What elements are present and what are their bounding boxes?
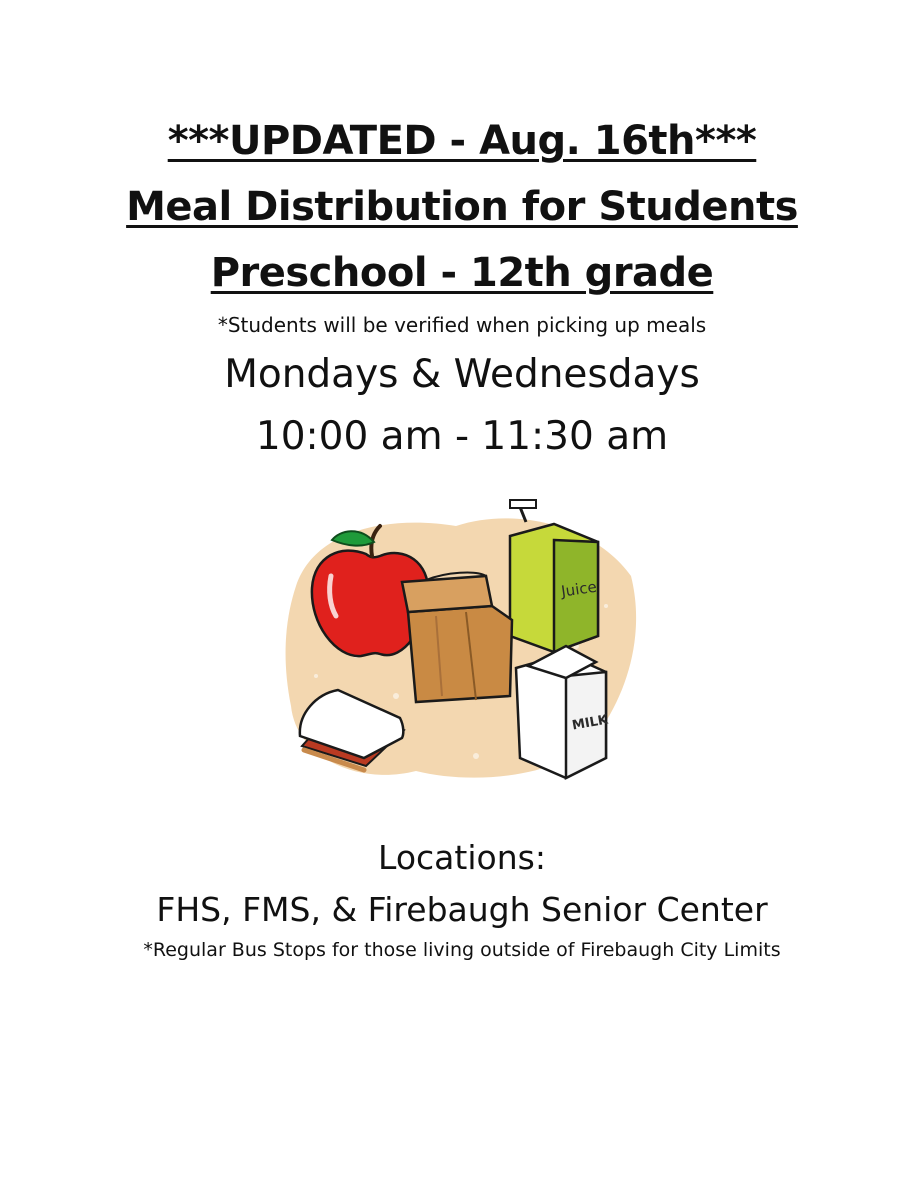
locations-heading: Locations: <box>378 838 546 877</box>
locations-list: FHS, FMS, & Firebaugh Senior Center <box>156 890 768 929</box>
grades-line: Preschool - 12th grade <box>210 250 714 296</box>
juice-label: Juice <box>560 577 598 601</box>
distribution-hours: 10:00 am - 11:30 am <box>255 414 669 459</box>
bus-stop-note: *Regular Bus Stops for those living outside of Firebaugh City Limits <box>143 939 781 961</box>
lunch-illustration <box>276 496 646 796</box>
distribution-days: Mondays & Wednesdays <box>224 352 700 397</box>
update-banner: ***UPDATED - Aug. 16th*** <box>167 118 757 164</box>
verification-note: *Students will be verified when picking up meals <box>217 313 707 337</box>
milk-label: MILK <box>570 712 610 734</box>
flyer-title: Meal Distribution for Students <box>126 184 798 230</box>
